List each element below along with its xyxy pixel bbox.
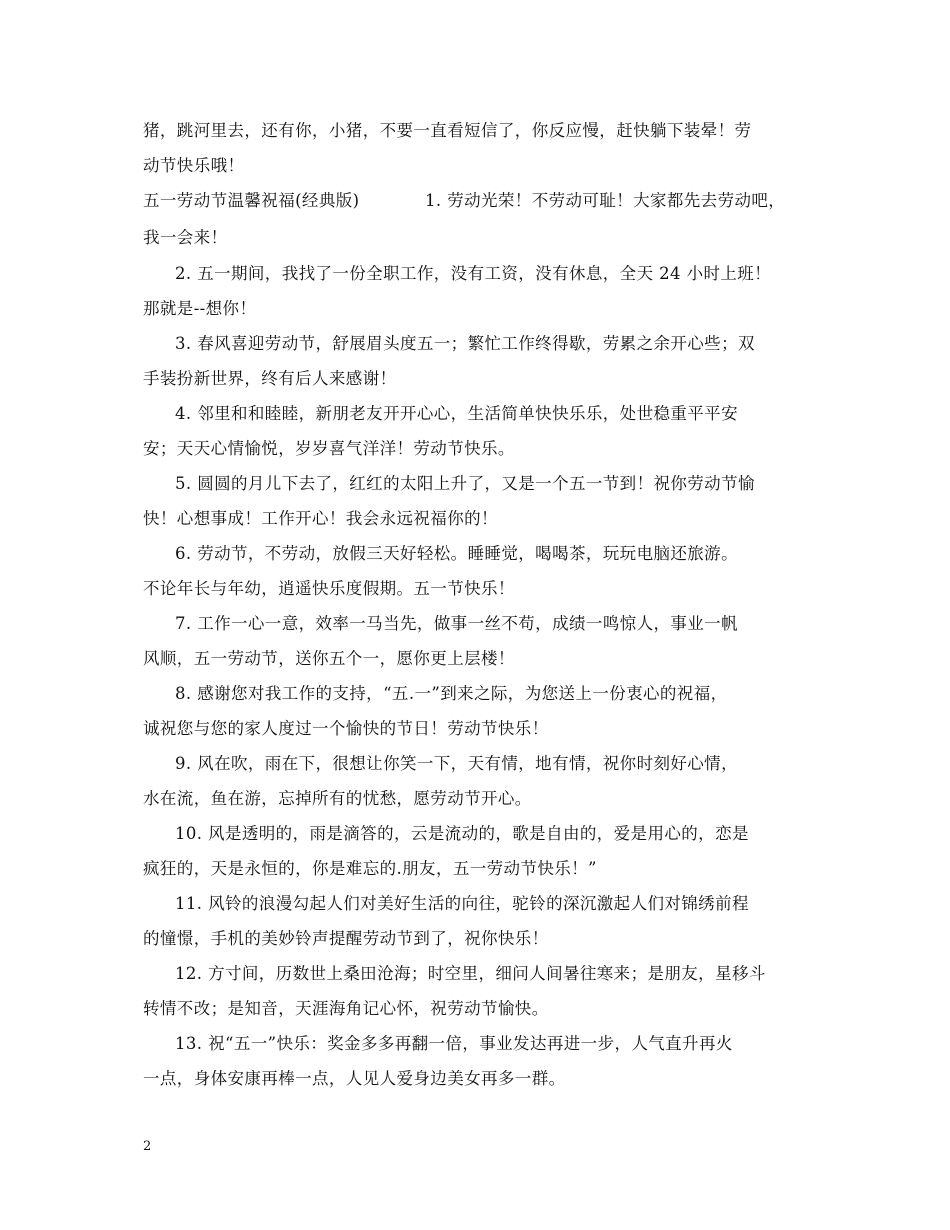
list-item-continuation: 风顺，五一劳动节，送你五个一，愿你更上层楼！ xyxy=(143,649,515,668)
list-item-first-line: 2. 五一期间，我找了一份全职工作，没有工资，没有休息，全天 24 小时上班！ xyxy=(175,264,772,283)
list-item-first-line: 13. 祝“五一”快乐：奖金多多再翻一倍，事业发达再进一步，人气直升再火 xyxy=(175,1034,733,1053)
list-item-continuation: 快！心想事成！工作开心！我会永远祝福你的！ xyxy=(143,509,498,528)
section-heading-row xyxy=(143,190,823,212)
list-item-first-line: 8. 感谢您对我工作的支持，“五.一”到来之际，为您送上一份衷心的祝福， xyxy=(175,684,728,703)
list-item-first-line: 12. 方寸间，历数世上桑田沧海；时空里，细问人间暑往寒来；是朋友，星移斗 xyxy=(175,964,766,983)
list-item-continuation: 安；天天心情愉悦，岁岁喜气洋洋！劳动节快乐。 xyxy=(143,439,515,458)
list-item-first-line: 1. 劳动光荣！不劳动可耻！大家都先去劳动吧， xyxy=(425,191,786,210)
list-item-first-line: 9. 风在吹，雨在下，很想让你笑一下，天有情，地有情，祝你时刻好心情， xyxy=(175,754,738,773)
list-item-continuation: 我一会来！ xyxy=(143,228,228,247)
list-item-first-line: 7. 工作一心一意，效率一马当先，做事一丝不苟，成绩一鸣惊人，事业一帆 xyxy=(175,614,738,633)
list-item-continuation: 不论年长与年幼，逍遥快乐度假期。五一节快乐！ xyxy=(143,579,515,598)
list-item-first-line: 6. 劳动节，不劳动，放假三天好轻松。睡睡觉，喝喝茶，玩玩电脑还旅游。 xyxy=(175,544,738,563)
list-item-first-line: 4. 邻里和和睦睦，新朋老友开开心心，生活简单快快乐乐，处世稳重平平安 xyxy=(175,404,738,423)
list-item-continuation: 疯狂的，天是永恒的，你是难忘的.朋友，五一劳动节快乐！” xyxy=(143,859,597,878)
list-item-continuation: 手装扮新世界，终有后人来感谢！ xyxy=(143,369,397,388)
list-item-first-line: 5. 圆圆的月儿下去了，红红的太阳上升了，又是一个五一节到！祝你劳动节愉 xyxy=(175,474,755,493)
section-title: 五一劳动节温馨祝福(经典版) xyxy=(143,191,360,210)
list-item-first-line: 10. 风是透明的，雨是滴答的，云是流动的，歌是自由的，爱是用心的，恋是 xyxy=(175,824,749,843)
list-item-continuation: 那就是--想你！ xyxy=(143,299,257,318)
list-item-continuation: 诚祝您与您的家人度过一个愉快的节日！劳动节快乐！ xyxy=(143,719,549,738)
page-number: 2 xyxy=(143,1139,152,1154)
list-item-first-line: 11. 风铃的浪漫勾起人们对美好生活的向往，驼铃的深沉激起人们对锦绣前程 xyxy=(175,894,749,913)
list-item-continuation: 一点，身体安康再棒一点，人见人爱身边美女再多一群。 xyxy=(143,1069,566,1088)
list-item-continuation: 的憧憬，手机的美妙铃声提醒劳动节到了，祝你快乐！ xyxy=(143,929,549,948)
text-line: 动节快乐哦！ xyxy=(143,156,245,175)
list-item-continuation: 水在流，鱼在游，忘掉所有的忧愁，愿劳动节开心。 xyxy=(143,789,532,808)
text-line: 猪，跳河里去，还有你，小猪，不要一直看短信了，你反应慢，赶快躺下装晕！劳 xyxy=(143,121,752,140)
list-item-first-line: 3. 春风喜迎劳动节，舒展眉头度五一；繁忙工作终得歇，劳累之余开心些；双 xyxy=(175,334,755,353)
list-item-continuation: 转情不改；是知音，天涯海角记心怀，祝劳动节愉快。 xyxy=(143,999,549,1018)
